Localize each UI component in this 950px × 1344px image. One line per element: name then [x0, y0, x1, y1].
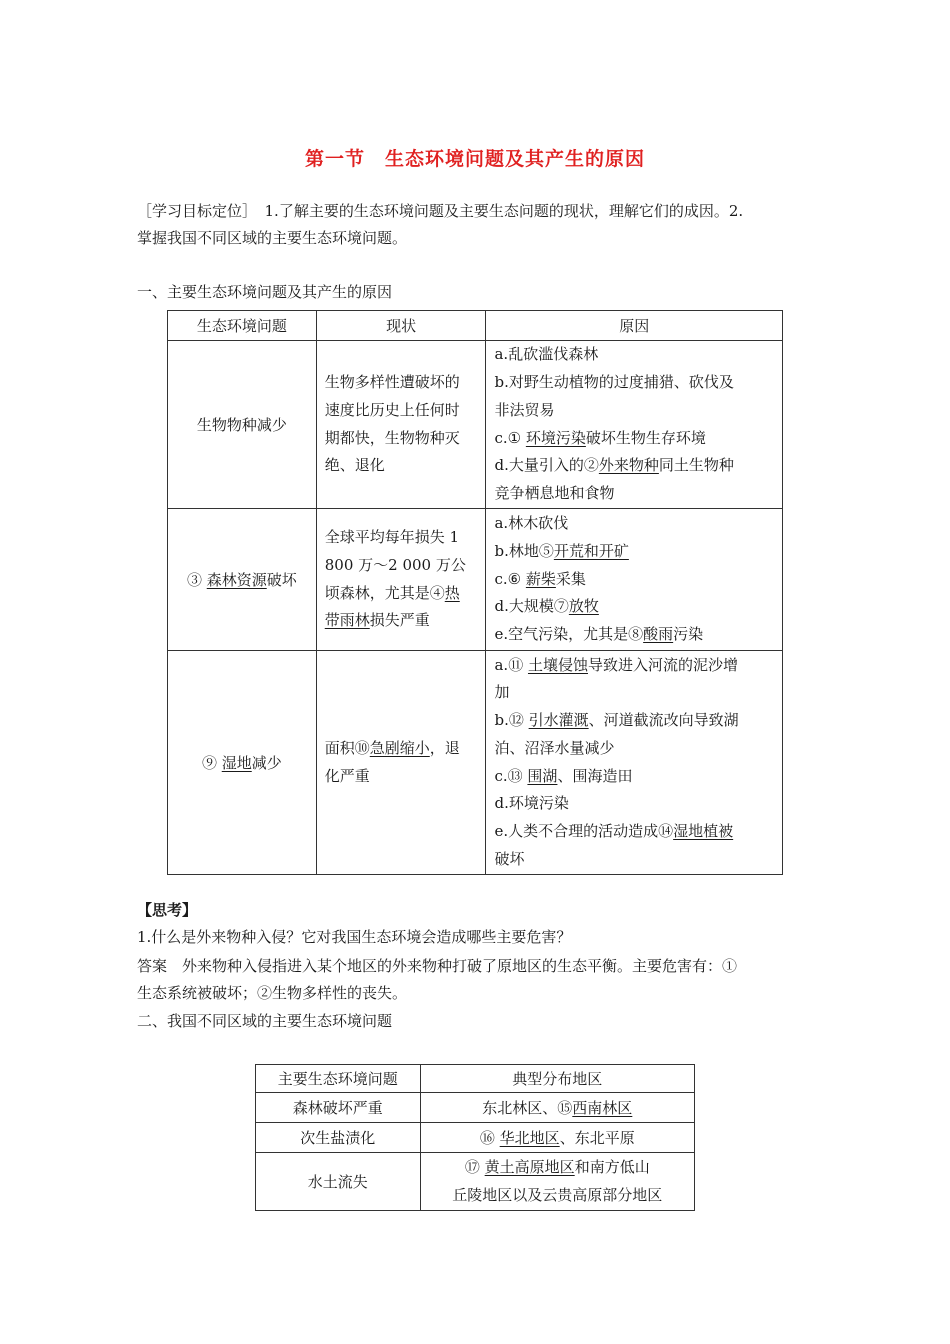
table1-header-problem: 生态环境问题	[168, 311, 317, 341]
causes-cell	[486, 341, 783, 509]
status-line: 化严重	[324, 766, 370, 785]
answer-blank: 引水灌溉	[528, 711, 589, 730]
answer-blank: 森林资源	[206, 571, 267, 589]
status-line: 全球平均每年损失 1	[324, 528, 460, 547]
cause-line: d.大量引入的②外来物种同土生物种	[494, 456, 734, 475]
answer-blank: 急剧缩小	[369, 738, 430, 757]
problem-cell: 森林破坏严重	[256, 1093, 421, 1123]
answer-line-2: 生态系统被破坏；②生物多样性的丧失。	[137, 984, 408, 1002]
answer-blank: 华北地区	[499, 1129, 560, 1147]
region-cell: ⑯ 华北地区、东北平原	[420, 1123, 694, 1153]
cause-line: c.⑥ 薪柴采集	[494, 569, 586, 588]
problem-cell: ⑨ 湿地减少	[168, 651, 317, 875]
problem-cell: 生物物种减少	[168, 341, 317, 509]
think-question: 1.什么是外来物种入侵？它对我国生态环境会造成哪些主要危害？	[137, 928, 572, 946]
answer-blank: 土壤侵蚀	[527, 655, 588, 674]
cause-line: e.人类不合理的活动造成⑭湿地植被	[494, 821, 734, 840]
think-heading: 【思考】	[137, 901, 198, 919]
answer-line-1: 答案 外来物种入侵指进入某个地区的外来物种打破了原地区的生态平衡。主要危害有：①	[137, 957, 738, 975]
problem-cell: 次生盐渍化	[256, 1123, 421, 1153]
answer-blank: 外来物种	[598, 456, 659, 475]
status-line: 800 万～2 000 万公	[324, 555, 466, 574]
regional-problems-table	[255, 1064, 695, 1211]
cause-line: b.林地⑤开荒和开矿	[494, 541, 629, 560]
region-line: ⑰ 黄土高原地区和南方低山	[464, 1157, 650, 1176]
problem-cell: 水土流失	[256, 1153, 421, 1211]
cause-line: c.① 环境污染破坏生物生存环境	[494, 428, 706, 447]
answer-blank: 围湖	[527, 766, 558, 785]
ecological-problems-table	[167, 310, 783, 875]
answer-blank: 环境污染	[525, 428, 586, 447]
section-1-heading: 一、主要生态环境问题及其产生的原因	[137, 283, 393, 301]
table-row	[256, 1153, 695, 1211]
cause-line: 非法贸易	[494, 400, 555, 419]
status-line: 速度比历史上任何时	[324, 400, 460, 419]
cause-line: c.⑬ 围湖、围海造田	[494, 766, 633, 785]
page-title: 第一节 生态环境问题及其产生的原因	[304, 148, 645, 170]
table2-header-region: 典型分布地区	[420, 1065, 694, 1093]
table1-header-status: 现状	[316, 311, 486, 341]
cause-line: b.⑫ 引水灌溉、河道截流改向导致湖	[494, 711, 739, 730]
causes-cell	[486, 651, 783, 875]
status-cell	[316, 509, 486, 651]
status-line: 期都快，生物物种灭	[324, 428, 460, 447]
objective-line-2: 掌握我国不同区域的主要生态环境问题。	[137, 229, 408, 247]
cause-line: a.乱砍滥伐森林	[494, 345, 599, 364]
answer-blank: 黄土高原地区	[484, 1157, 575, 1176]
table1-header-causes: 原因	[486, 311, 783, 341]
answer-blank: 酸雨	[643, 625, 674, 644]
answer-blank: 湿地	[221, 754, 252, 772]
cause-line: b.对野生动植物的过度捕猎、砍伐及	[494, 373, 734, 392]
table-row	[168, 509, 783, 651]
cause-line: e.空气污染，尤其是⑧酸雨污染	[494, 625, 704, 644]
status-line: 顷森林，尤其是④热	[324, 583, 460, 602]
cause-line: a.林木砍伐	[494, 514, 569, 533]
region-cell	[420, 1153, 694, 1211]
status-line: 面积⑩急剧缩小，退	[324, 738, 460, 757]
cause-line: a.⑪ 土壤侵蚀导致进入河流的泥沙增	[494, 655, 738, 674]
cause-line: 破坏	[494, 849, 525, 868]
causes-cell	[486, 509, 783, 651]
region-cell: 东北林区、⑮西南林区	[420, 1093, 694, 1123]
cause-line: d.环境污染	[494, 794, 569, 813]
cause-line: d.大规模⑦放牧	[494, 597, 599, 616]
learning-objective	[137, 198, 817, 252]
answer-blank: 薪柴	[525, 569, 556, 588]
table-row	[168, 341, 783, 509]
region-line: 丘陵地区以及云贵高原部分地区	[452, 1185, 663, 1204]
answer-blank: 西南林区	[572, 1099, 633, 1117]
answer-blank: 湿地植被	[673, 821, 734, 840]
cause-line: 加	[494, 683, 510, 702]
answer-blank: 开荒和开矿	[553, 541, 629, 560]
table-row	[256, 1123, 695, 1153]
think-answer	[137, 953, 817, 1007]
section-2-heading: 二、我国不同区域的主要生态环境问题	[137, 1012, 393, 1030]
objective-text-1: 1.了解主要的生态环境问题及主要生态问题的现状，理解它们的成因。2.	[249, 202, 744, 220]
objective-line-1	[137, 198, 817, 225]
answer-blank: 带雨林	[324, 611, 370, 630]
status-cell	[316, 651, 486, 875]
status-line: 生物多样性遭破坏的	[324, 373, 460, 392]
answer-blank: 放牧	[568, 597, 599, 616]
answer-blank: 热	[444, 583, 460, 602]
status-line: 带雨林损失严重	[324, 611, 430, 630]
table2-header-problem: 主要生态环境问题	[256, 1065, 421, 1093]
table-row	[256, 1093, 695, 1123]
cause-line: 泊、沼泽水量减少	[494, 738, 615, 757]
status-line: 绝、退化	[324, 456, 385, 475]
problem-cell: ③ 森林资源破坏	[168, 509, 317, 651]
objective-label: ［学习目标定位］	[137, 202, 250, 220]
status-cell	[316, 341, 486, 509]
table-row	[168, 651, 783, 875]
cause-line: 竞争栖息地和食物	[494, 483, 615, 502]
